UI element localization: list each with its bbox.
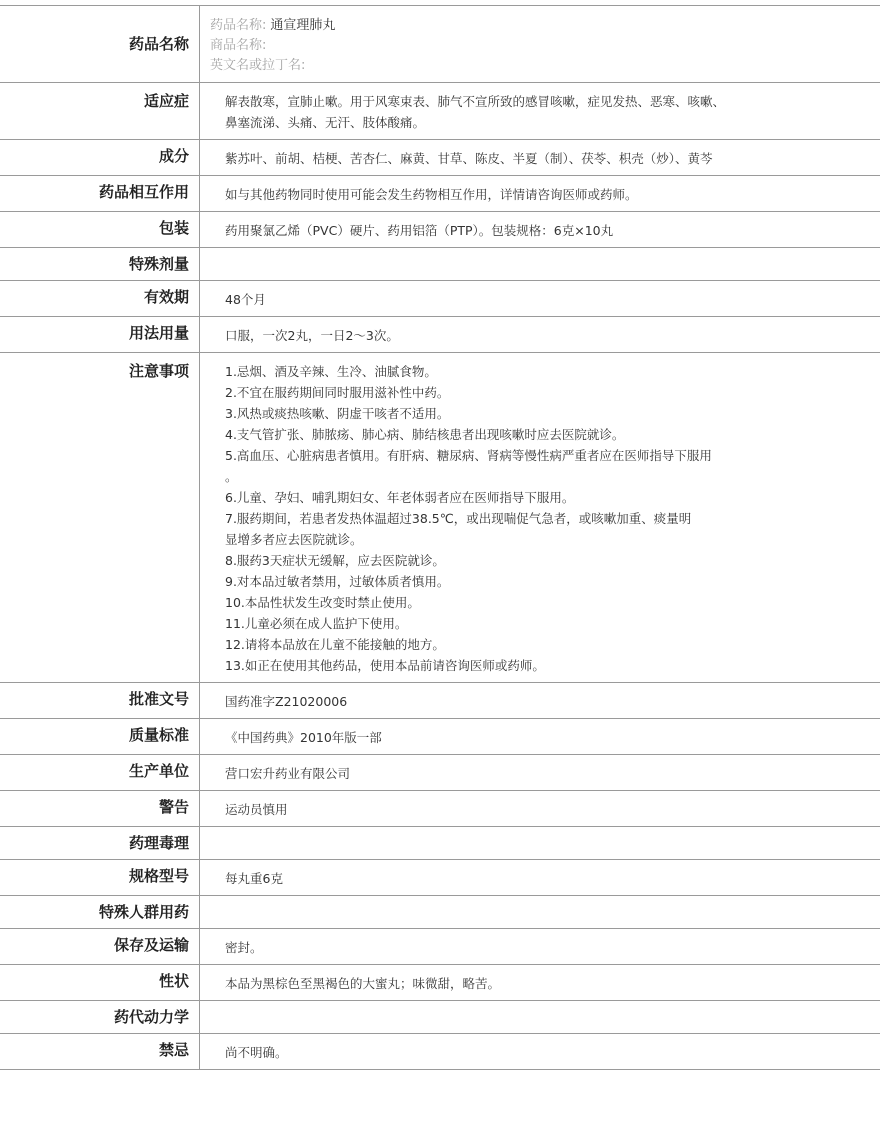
row-precautions xyxy=(0,353,880,683)
precaution-line: 12.请将本品放在儿童不能接触的地方。 xyxy=(225,637,445,652)
row-label: 生产单位 xyxy=(0,755,200,790)
indications-line: 解表散寒，宣肺止嗽。用于风寒束表、肺气不宣所致的感冒咳嗽，症见发热、恶寒、咳嗽、 xyxy=(225,94,726,109)
row-label: 批准文号 xyxy=(0,683,200,718)
row-approval-number xyxy=(0,683,880,719)
row-special-population xyxy=(0,896,880,929)
row-warning xyxy=(0,791,880,827)
row-label: 用法用量 xyxy=(0,317,200,352)
contraindications-value: 尚不明确。 xyxy=(225,1045,288,1060)
precaution-line: 13.如正在使用其他药品，使用本品前请咨询医师或药师。 xyxy=(225,658,545,673)
precaution-line: 8.服药3天症状无缓解，应去医院就诊。 xyxy=(225,553,445,568)
row-label: 性状 xyxy=(0,965,200,1000)
usage-value: 口服，一次2丸，一日2～3次。 xyxy=(225,328,399,343)
precaution-line: 6.儿童、孕妇、哺乳期妇女、年老体弱者应在医师指导下服用。 xyxy=(225,490,575,505)
row-contraindications xyxy=(0,1034,880,1070)
precaution-line: 5.高血压、心脏病患者慎用。有肝病、糖尿病、肾病等慢性病严重者应在医师指导下服用 xyxy=(225,448,712,463)
row-special-dosage xyxy=(0,248,880,281)
row-usage xyxy=(0,317,880,353)
row-manufacturer xyxy=(0,755,880,791)
row-pharmacokinetics xyxy=(0,1001,880,1034)
trade-name-key: 商品名称: xyxy=(210,38,267,53)
precaution-line: 显增多者应去医院就诊。 xyxy=(225,532,363,547)
row-quality-standard xyxy=(0,719,880,755)
english-name-key: 英文名或拉丁名: xyxy=(210,58,306,73)
row-description xyxy=(0,965,880,1001)
row-label: 药品相互作用 xyxy=(0,176,200,211)
precaution-line: 2.不宜在服药期间同时服用滋补性中药。 xyxy=(225,385,450,400)
row-label: 禁忌 xyxy=(0,1034,200,1069)
row-label: 适应症 xyxy=(0,83,200,139)
packaging-value: 药用聚氯乙烯（PVC）硬片、药用铝箔（PTP）。包装规格：6克×10丸 xyxy=(225,223,614,238)
precautions-value xyxy=(200,353,880,682)
ingredients-value: 紫苏叶、前胡、桔梗、苦杏仁、麻黄、甘草、陈皮、半夏（制）、茯苓、枳壳（炒）、黄芩 xyxy=(225,151,713,166)
row-storage xyxy=(0,929,880,965)
special-dosage-value xyxy=(200,248,880,280)
row-interactions xyxy=(0,176,880,212)
row-label: 药理毒理 xyxy=(0,827,200,859)
pharmacology-value xyxy=(200,827,880,859)
row-label: 规格型号 xyxy=(0,860,200,895)
precaution-line: 9.对本品过敏者禁用，过敏体质者慎用。 xyxy=(225,574,450,589)
row-pharmacology xyxy=(0,827,880,860)
quality-standard-value: 《中国药典》2010年版一部 xyxy=(225,730,382,745)
row-ingredients xyxy=(0,140,880,176)
precaution-line: 10.本品性状发生改变时禁止使用。 xyxy=(225,595,420,610)
row-drug-name xyxy=(0,6,880,83)
english-name-line xyxy=(210,56,870,76)
shelf-life-value: 48个月 xyxy=(225,292,266,307)
row-label: 保存及运输 xyxy=(0,929,200,964)
precaution-line: 11.儿童必须在成人监护下使用。 xyxy=(225,616,408,631)
precaution-line: 。 xyxy=(225,469,238,484)
trade-name-line xyxy=(210,36,870,56)
row-label: 包装 xyxy=(0,212,200,247)
row-label: 注意事项 xyxy=(0,353,200,682)
precaution-line: 4.支气管扩张、肺脓疡、肺心病、肺结核患者出现咳嗽时应去医院就诊。 xyxy=(225,427,625,442)
precaution-line: 1.忌烟、酒及辛辣、生冷、油腻食物。 xyxy=(225,364,437,379)
drug-spec-table xyxy=(0,5,880,1070)
approval-number-value: 国药准字Z21020006 xyxy=(225,694,348,709)
row-label: 药品名称 xyxy=(0,6,200,82)
row-packaging xyxy=(0,212,880,248)
storage-value: 密封。 xyxy=(225,940,263,955)
generic-name-value: 通宣理肺丸 xyxy=(270,18,336,33)
description-value: 本品为黑棕色至黑褐色的大蜜丸；味微甜，略苦。 xyxy=(225,976,501,991)
interactions-value: 如与其他药物同时使用可能会发生药物相互作用，详情请咨询医师或药师。 xyxy=(225,187,638,202)
manufacturer-value: 营口宏升药业有限公司 xyxy=(225,766,351,781)
row-label: 成分 xyxy=(0,140,200,175)
row-label: 药代动力学 xyxy=(0,1001,200,1033)
row-label: 特殊剂量 xyxy=(0,248,200,280)
generic-name-key: 药品名称: xyxy=(210,18,267,33)
drug-name-block xyxy=(200,6,880,82)
row-shelf-life xyxy=(0,281,880,317)
indications-value xyxy=(200,83,880,139)
special-population-value xyxy=(200,896,880,928)
row-label: 特殊人群用药 xyxy=(0,896,200,928)
row-label: 警告 xyxy=(0,791,200,826)
generic-name-line xyxy=(210,16,870,36)
pharmacokinetics-value xyxy=(200,1001,880,1033)
row-label: 质量标准 xyxy=(0,719,200,754)
warning-value: 运动员慎用 xyxy=(225,802,288,817)
row-label: 有效期 xyxy=(0,281,200,316)
specification-value: 每丸重6克 xyxy=(225,871,283,886)
precaution-line: 3.风热或痰热咳嗽、阴虚干咳者不适用。 xyxy=(225,406,450,421)
indications-line: 鼻塞流涕、头痛、无汗、肢体酸痛。 xyxy=(225,115,426,130)
precaution-line: 7.服药期间，若患者发热体温超过38.5℃，或出现喘促气急者，或咳嗽加重、痰量明 xyxy=(225,511,692,526)
row-indications xyxy=(0,83,880,140)
row-specification xyxy=(0,860,880,896)
